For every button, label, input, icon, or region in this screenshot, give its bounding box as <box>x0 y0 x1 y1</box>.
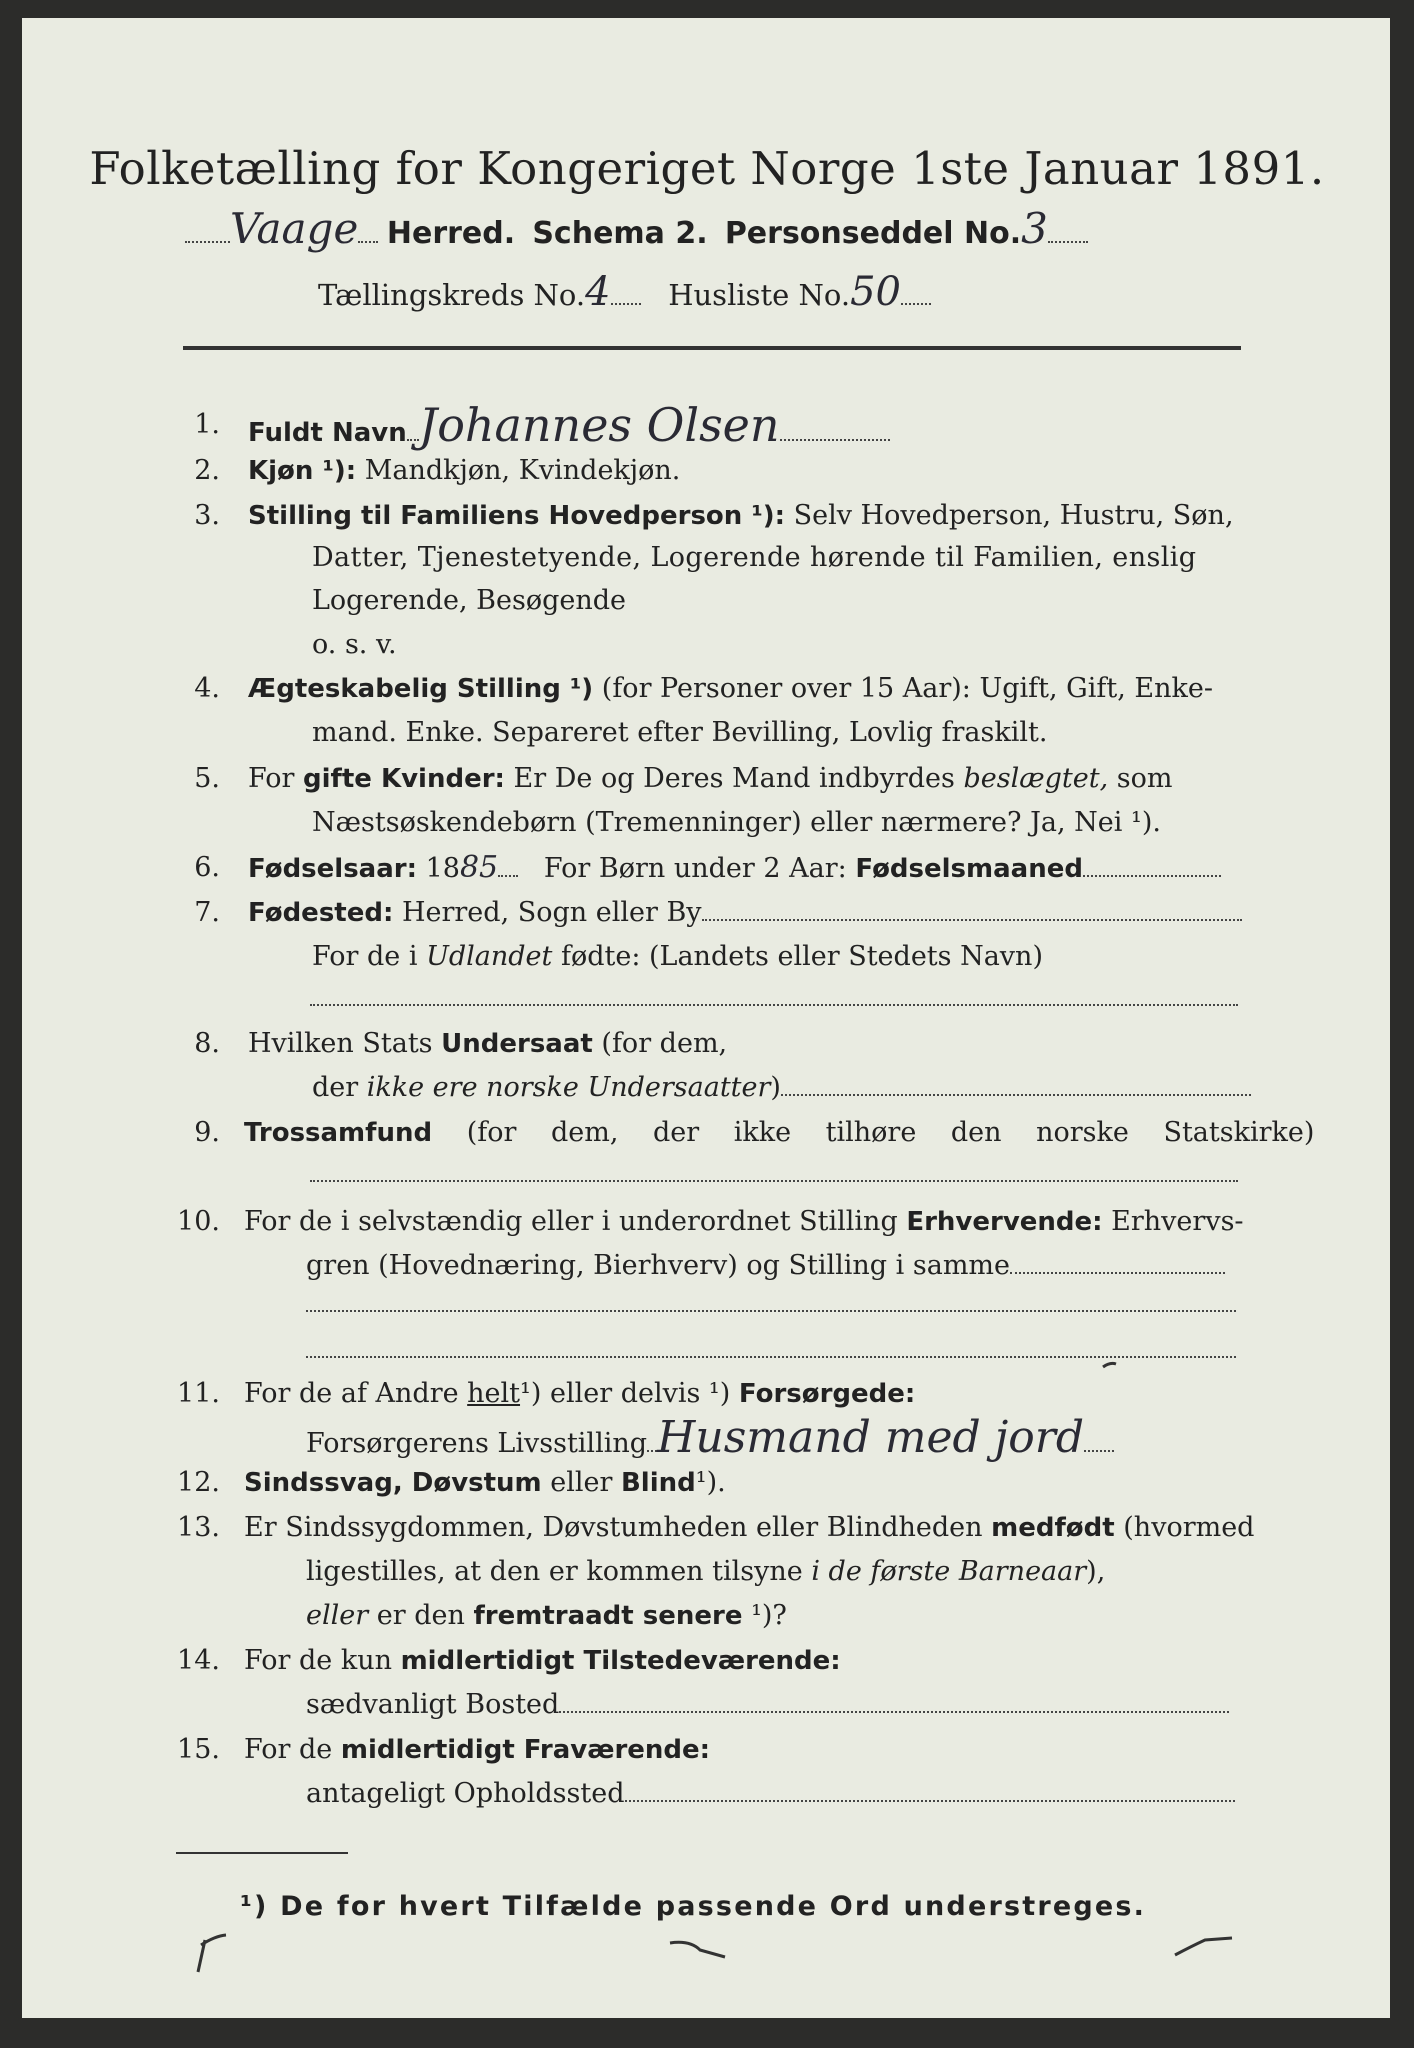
citizenship-label: Undersaat <box>441 1029 593 1059</box>
congenital-lead: Er Sindssygdommen, Døvstumheden eller Blindheden <box>244 1512 983 1543</box>
abroad-word: Udlandet <box>426 941 553 972</box>
marital-status-options-1: (for Personer over 15 Aar): Ugift, Gift, Enke- <box>601 673 1213 704</box>
husliste-value: 50 <box>850 269 901 315</box>
occupation-lead: For de i selvstændig eller i underordnet Stilling <box>244 1206 898 1237</box>
temporary-absent-label: midlertidigt Fraværende: <box>340 1735 711 1765</box>
supported-fully: helt <box>467 1378 521 1409</box>
congenital-3-tail: ¹)? <box>751 1600 787 1631</box>
supporter-label: Forsørgerens Livsstilling <box>306 1428 648 1459</box>
item-number: 1. <box>194 409 220 440</box>
item-number: 10. <box>177 1206 220 1237</box>
congenital-tail: (hvormed <box>1123 1512 1255 1543</box>
related-word: beslægtet, <box>963 763 1109 794</box>
item-number: 2. <box>194 455 220 486</box>
marital-status-options-2: mand. Enke. Separeret efter Bevilling, Lovlig fraskilt. <box>312 717 1048 748</box>
occupation-tail: Erhvervs- <box>1111 1206 1244 1237</box>
marital-status-label: Ægteskabelig Stilling ¹) <box>248 674 594 704</box>
full-name-value: Johannes Olsen <box>418 398 780 452</box>
pen-stroke-mark <box>1103 1363 1116 1367</box>
item-number: 4. <box>194 673 220 704</box>
family-position-options-4: o. s. v. <box>312 629 397 660</box>
citizenship-2-lead: der <box>312 1072 359 1103</box>
religion-label: Trossamfund <box>244 1118 433 1148</box>
sex-label: Kjøn ¹): <box>248 456 357 486</box>
item-number: 6. <box>194 852 220 883</box>
disability-tail: ¹). <box>695 1467 726 1498</box>
birthplace-options: Herred, Sogn eller By <box>401 897 702 928</box>
kreds-label: Tællingskreds No. <box>318 278 586 312</box>
schema-label: Schema 2. <box>532 216 708 251</box>
married-women-question: Er De og Deres Mand indbyrdes <box>513 763 955 794</box>
married-women-question-end: som <box>1116 763 1173 794</box>
footnote: ¹) De for hvert Tilfælde passende Ord understreges. <box>240 1891 1147 1922</box>
supported-label: Forsørgede: <box>738 1379 916 1409</box>
later-onset-label: fremtraadt senere <box>473 1601 743 1631</box>
personseddel-label: Personseddel No. <box>724 216 1022 251</box>
family-position-label: Stilling til Familiens Hovedperson ¹): <box>248 501 786 531</box>
congenital-3-lead: er den <box>376 1600 465 1631</box>
family-position-options-1: Selv Hovedperson, Hustru, Søn, <box>793 500 1234 531</box>
birth-month-label: Fødselsmaaned <box>855 854 1083 884</box>
item-number: 5. <box>194 763 220 794</box>
family-position-options-3: Logerende, Besøgende <box>312 585 626 616</box>
married-women-label: gifte Kvinder: <box>303 764 505 794</box>
kreds-value: 4 <box>585 269 611 315</box>
occupation-branch: gren (Hovednæring, Bierhverv) og Stilling i samme <box>306 1250 1011 1281</box>
item-number: 15. <box>177 1734 220 1765</box>
sex-options: Mandkjøn, Kvindekjøn. <box>364 455 681 486</box>
full-name-label: Fuldt Navn <box>248 418 407 448</box>
married-women-question-2: Næstsøskendebørn (Tremenninger) eller nærmere? Ja, Nei ¹). <box>312 807 1161 838</box>
pen-stroke-mark <box>198 1935 226 1972</box>
married-women-lead: For <box>248 763 295 794</box>
husliste-label: Husliste No. <box>668 278 851 312</box>
citizenship-tail: (for dem, <box>601 1028 728 1059</box>
item-number: 11. <box>177 1378 220 1409</box>
citizenship-lead: Hvilken Stats <box>248 1028 433 1059</box>
item-number: 13. <box>177 1512 220 1543</box>
item-number: 9. <box>194 1117 220 1148</box>
citizenship-2-italic: ikke ere norske Undersaatter <box>366 1072 771 1103</box>
occupation-label: Erhvervende: <box>906 1207 1103 1237</box>
congenital-2-tail: ), <box>1086 1556 1106 1587</box>
temporary-absent-lead: For de <box>244 1734 333 1765</box>
item-number: 14. <box>177 1645 220 1676</box>
item-number: 3. <box>194 500 220 531</box>
herred-label: Herred. <box>386 216 516 251</box>
temporary-present-lead: For de kun <box>244 1645 392 1676</box>
form-title: Folketælling for Kongeriget Norge 1ste Januar 1891. <box>89 142 1325 195</box>
abroad-lead: For de i <box>312 941 418 972</box>
item-number: 12. <box>177 1467 220 1498</box>
congenital-2-italic: i de første Barneaar <box>811 1556 1087 1587</box>
citizenship-2-tail: ) <box>770 1072 781 1103</box>
family-position-options-2: Datter, Tjenestetyende, Logerende hørende til Familien, enslig <box>312 542 1197 573</box>
item-number: 8. <box>194 1028 220 1059</box>
herred-value: Vaage <box>230 204 359 253</box>
congenital-2-lead: ligestilles, at den er kommen tilsyne <box>306 1556 803 1587</box>
abroad-tail: fødte: (Landets eller Stedets Navn) <box>560 941 1043 972</box>
disability-label: Sindssvag, Døvstum <box>244 1468 542 1498</box>
usual-residence-label: sædvanligt Bosted <box>306 1689 560 1720</box>
supported-lead: For de af Andre <box>244 1378 459 1409</box>
supported-partly: ¹) eller delvis ¹) <box>520 1378 731 1409</box>
congenital-label: medfødt <box>991 1513 1115 1543</box>
blind-label: Blind <box>620 1468 696 1498</box>
birth-year-value: 85 <box>459 850 499 885</box>
religion-text: (for dem, der ikke tilhøre den norske Statskirke) <box>466 1117 1315 1148</box>
disability-or: eller <box>550 1467 613 1498</box>
personseddel-value: 3 <box>1021 204 1048 253</box>
pen-stroke-mark <box>670 1942 725 1957</box>
birth-year-label: Fødselsaar: <box>248 854 417 884</box>
temporary-present-label: midlertidigt Tilstedeværende: <box>400 1646 841 1676</box>
congenital-3-italic: eller <box>306 1600 369 1631</box>
birthplace-label: Fødested: <box>248 898 394 928</box>
item-number: 7. <box>194 897 220 928</box>
pen-stroke-mark <box>1175 1938 1232 1955</box>
probable-residence-label: antageligt Opholdssted <box>306 1778 625 1809</box>
supporter-value: Husmand med jord <box>657 1412 1084 1463</box>
birth-year-prefix: 18 <box>425 853 460 884</box>
birth-month-intro: For Børn under 2 Aar: <box>543 853 847 884</box>
